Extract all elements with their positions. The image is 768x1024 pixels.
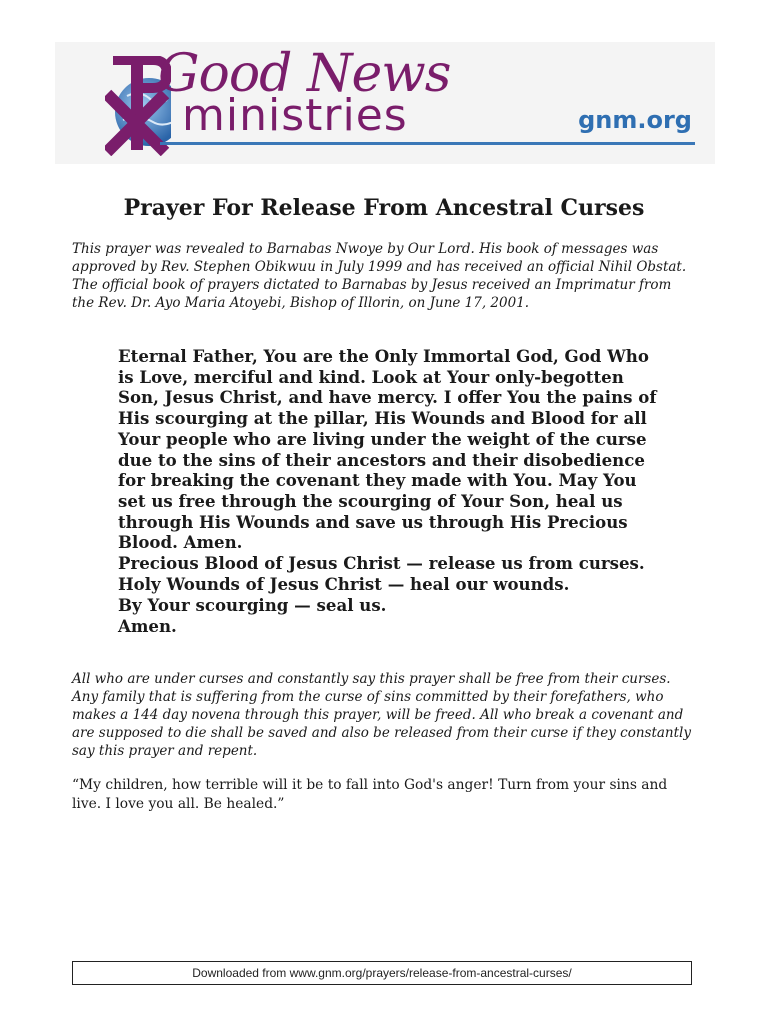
logo-divider (160, 142, 695, 145)
site-url[interactable]: gnm.org (578, 106, 692, 134)
promise-paragraph: All who are under curses and constantly say this prayer shall be free from their curses. Any family that is suffering from the curse of sins committed by their forefathers, who makes a 144 day novena through this prayer, will be freed. All who break a covenant and are supposed to die shall be saved and also be released from their curse if they constantly say this prayer and repent. (72, 671, 691, 759)
litany-line: Amen. (118, 616, 177, 636)
litany-line: Precious Blood of Jesus Christ — release us from curses. (118, 553, 645, 573)
litany (118, 553, 678, 637)
closing-quote: “My children, how terrible will it be to fall into God's anger! Turn from your sins and live. I love you all. Be healed.” (72, 777, 668, 812)
logo-ministries: ministries (182, 90, 408, 141)
download-link[interactable]: Downloaded from www.gnm.org/prayers/release-from-ancestral-curses/ (192, 966, 572, 980)
intro-paragraph: This prayer was revealed to Barnabas Nwoye by Our Lord. His book of messages was approved by Rev. Stephen Obikwuu in July 1999 and has received an official Nihil Obstat. The official book of prayers dictated to Barnabas by Jesus received an Imprimatur from the Rev. Dr. Ayo Maria Atoyebi, Bishop of Illorin, on June 17, 2001. (72, 241, 687, 311)
prayer-text: Eternal Father, You are the Only Immortal God, God Who is Love, merciful and kind. Look at Your only-begotten Son, Jesus Christ, and have mercy. I offer You the pains of His scourging at the pillar, His Wounds and Blood for all Your people who are living under the weight of the curse due to the sins of their ancestors and their disobedience for breaking the covenant they made with You. May You set us free through the scourging of Your Son, heal us through His Wounds and save us through His Precious Blood. Amen. (118, 346, 657, 553)
litany-line: Holy Wounds of Jesus Christ — heal our wounds. (118, 574, 570, 594)
download-footer (72, 961, 692, 985)
logo-good-news: Good News (158, 44, 451, 104)
page-title: Prayer For Release From Ancestral Curses (123, 195, 645, 221)
litany-line: By Your scourging — seal us. (118, 595, 387, 615)
